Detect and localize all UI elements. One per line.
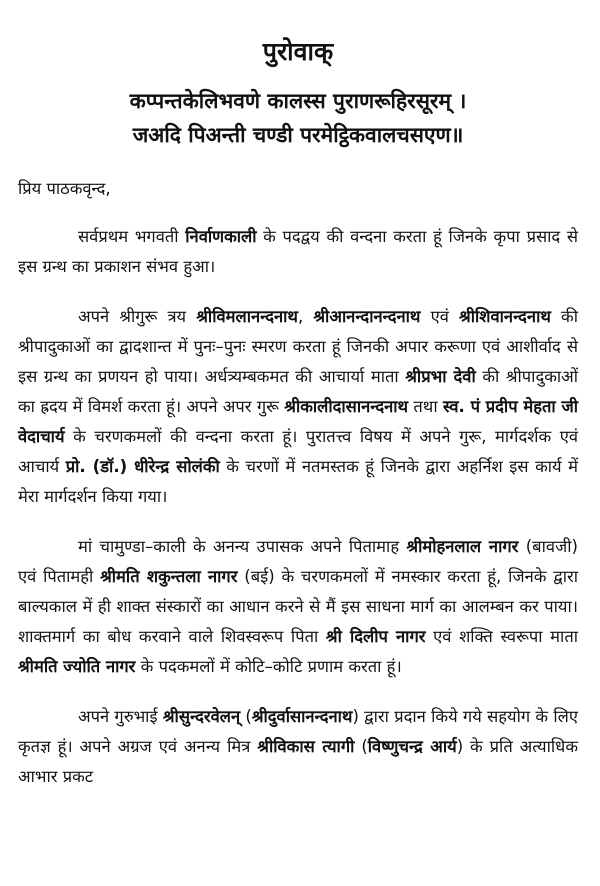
para3-bold: श्री दिलीप नागर	[325, 627, 426, 646]
para1-text: के पदद्वय की वन्दना करता हूं जिनके कृपा प्रसाद से इस ग्रन्थ का प्रकाशन संभव हुआ।	[18, 227, 578, 276]
para4-bold: श्रीसुन्दरवेलन्	[162, 707, 241, 726]
paragraph-3	[18, 532, 578, 682]
para3-bold: श्रीमोहनलाल नागर	[406, 537, 519, 556]
para2-text: की श्रीपादुकाओं का ह्रदय में विमर्श करता हूं। अपने अपर गुरू	[18, 367, 579, 416]
para3-text: एवं शक्ति स्वरूपा माता	[425, 627, 578, 646]
para2-bold: स्व. पं प्रदीप मेहता जी वेदाचार्य	[18, 397, 579, 446]
para2-bold: श्रीकालीदासानन्दनाथ	[284, 397, 409, 416]
para2-bold: श्रीविमलानन्दनाथ	[196, 307, 298, 326]
paragraph-1	[18, 222, 578, 282]
para4-bold: श्रीदुर्वासानन्दनाथ	[251, 707, 353, 726]
para3-text: मां चामुण्डा–काली के अनन्य उपासक अपने पितामाह	[78, 537, 407, 556]
verse-line-2: जअदि पिअन्ती चण्डी परमेट्ठिकवालचसएण॥	[132, 123, 464, 147]
para2-text: के चरणकमलों की वन्दना करता हूं। पुरातत्त्व विषय में अपने गुरू, मार्गदर्शक एवं आचार्य	[18, 427, 578, 476]
para3-text: के पदकमलों में कोटि–कोटि प्रणाम करता हूं।	[135, 657, 402, 676]
para4-bold: श्रीविकास त्यागी	[257, 737, 355, 756]
para4-text: अपने गुरुभाई	[78, 707, 163, 726]
verse-block	[18, 84, 578, 152]
para2-text: ,	[297, 307, 314, 326]
para2-text: तथा	[408, 397, 443, 416]
para4-text: (	[240, 707, 252, 726]
verse-line-1: कप्पन्तकेलिभवणे कालस्स पुराणरूहिरसूरम् ।	[129, 89, 467, 113]
para2-text: अपने श्रीगुरू त्रय	[78, 307, 197, 326]
para4-text: ) द्वारा प्रदान किये गये सहयोग के लिए कृतज्ञ हूं। अपने अग्रज एवं अनन्य मित्र	[18, 707, 578, 756]
para3-bold: श्रीमति ज्योति नागर	[18, 657, 136, 676]
para2-bold: प्रो. (डॉ.) धीरेन्द्र सोलंकी	[65, 457, 220, 476]
para1-text: सर्वप्रथम भगवती	[78, 227, 186, 246]
page-title: पुरोवाक्	[262, 37, 334, 66]
para4-text: ) के प्रति अत्याधिक आभार प्रकट	[18, 737, 578, 786]
para1-bold: निर्वाणकाली	[185, 227, 257, 246]
para2-text: एवं	[420, 307, 460, 326]
para3-text: (बावजी) एवं पितामही	[18, 537, 578, 586]
para4-text: (	[354, 737, 368, 756]
para2-bold: श्रीप्रभा देवी	[405, 367, 476, 386]
paragraph-4	[18, 702, 578, 792]
para3-bold: श्रीमति शकुन्तला नागर	[100, 567, 238, 586]
salutation: प्रिय पाठकवृन्द,	[18, 179, 111, 198]
para3-text: (बई) के चरणकमलों में नमस्कार करता हूं, जिनके द्वारा बाल्यकाल में ही शाक्त संस्कारों का आधान करने से मैं इस साधना मार्ग का आलम्बन कर पाया। शाक्तमार्ग का बोध करवाने वाले शिवस्वरूप पिता	[18, 567, 578, 646]
para4-bold: विष्णुचन्द्र आर्य	[367, 737, 457, 756]
para2-text: के चरणों में नतमस्तक हूं जिनके द्वारा अहर्निश इस कार्य में मेरा मार्गदर्शन किया गया।	[18, 457, 578, 506]
para2-bold: श्रीशिवानन्दनाथ	[459, 307, 551, 326]
para2-bold: श्रीआनन्दानन्दनाथ	[313, 307, 421, 326]
para2-text: की श्रीपादुकाओं का द्वादशान्त में पुनः–पुनः स्मरण करता हूं जिनकी अपार करूणा एवं आशीर्वाद से इस ग्रन्थ का प्रणयन हो पाया। अर्धत्र्यम्बकमत की आचार्या माता	[18, 307, 578, 386]
paragraph-2	[18, 302, 578, 512]
